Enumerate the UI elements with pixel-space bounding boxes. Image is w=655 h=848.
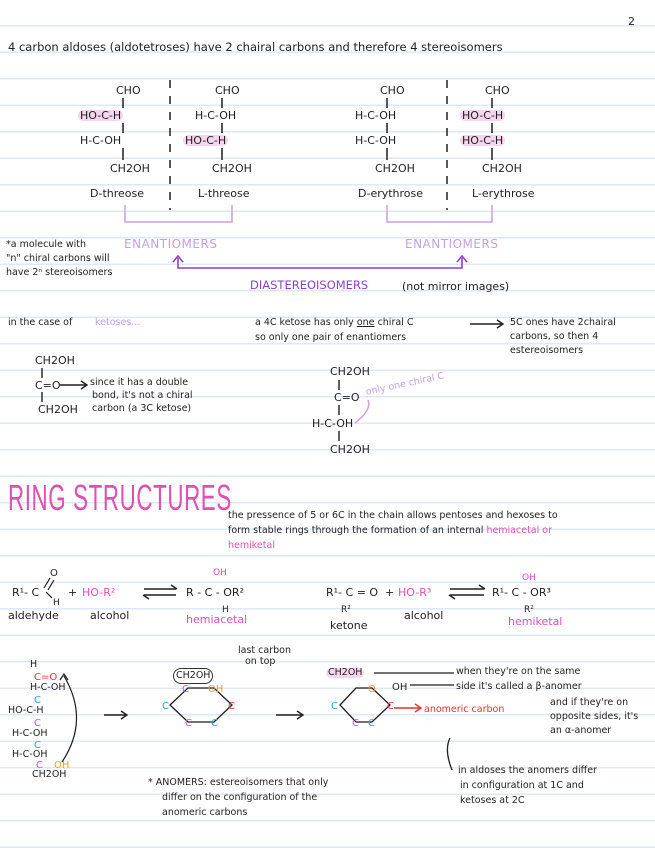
alpha-note-1: and if they're on	[550, 697, 629, 708]
svg-text:C: C	[228, 701, 235, 712]
svg-text:C: C	[368, 718, 375, 729]
anomers-def-3: anomeric carbons	[162, 807, 248, 818]
svg-text:R²: R²	[524, 605, 534, 615]
svg-text:OH: OH	[54, 760, 70, 771]
ketose3-note-1: since it has a double	[90, 377, 189, 388]
hemiketal-label: hemiketal	[508, 615, 563, 628]
structure-row: CH2OH	[110, 162, 150, 175]
eq2-plus: +	[385, 586, 395, 599]
alcohol-label: alcohol	[90, 609, 130, 622]
structure-row: CHO	[116, 84, 141, 97]
structure-row: HO-C-H	[80, 109, 122, 122]
eq2-product: R¹- C - OR³	[492, 586, 551, 599]
five-c-2: carbons, so then 4	[510, 331, 599, 342]
only-chiral-note: only one chiral C	[364, 370, 446, 398]
enantiomers-label-2: ENANTIOMERS	[405, 237, 499, 251]
diastereo-arrow	[178, 258, 462, 268]
anomers-differ-2: in configuration at 1C and	[460, 780, 584, 791]
anomers-def-1: * ANOMERS: estereoisomers that only	[148, 777, 329, 788]
note-n-chiral-3: have 2ⁿ stereoisomers	[6, 267, 113, 278]
ketoses-word: ketoses...	[95, 317, 141, 328]
beta-note-1: when they're on the same	[456, 666, 581, 677]
chain-row: H-C-OH	[12, 728, 48, 739]
beta-note-2: side it's called a β-anomer	[456, 681, 582, 692]
structure-row: CHO	[215, 84, 240, 97]
alpha-note-3: an α-anomer	[550, 725, 612, 736]
enantiomer-bracket	[387, 205, 492, 222]
structure-row: CH2OH	[212, 162, 252, 175]
svg-text:C: C	[185, 718, 192, 729]
ketone-4c-one: one	[356, 317, 375, 328]
chiral-pointer	[355, 400, 369, 423]
svg-text:C: C	[162, 701, 169, 712]
ketose3-note-2: bond, it's not a chiral	[92, 390, 193, 401]
ring-hemiacetal: hemiacetal or	[486, 525, 553, 536]
ketone-label: ketone	[330, 619, 368, 632]
structure-row: CHO	[485, 84, 510, 97]
aldehyde-label: aldehyde	[8, 609, 59, 622]
last-carbon-2: on top	[245, 656, 276, 667]
chain-curl	[62, 676, 77, 762]
structure-row: HO-C-H	[185, 134, 227, 147]
structure-row: HO-C-H	[462, 109, 504, 122]
heading: 4 carbon aldoses (aldotetroses) have 2 chairal carbons and therefore 4 stereoisomers	[8, 40, 503, 54]
anomers-differ-1: in aldoses the anomers differ	[458, 765, 597, 776]
svg-text:C: C	[352, 718, 359, 729]
structure-row: CH2OH	[38, 403, 78, 416]
structure-row: CH2OH	[330, 443, 370, 456]
structure-row: H-C-OH	[355, 109, 397, 122]
structure-name: L-threose	[198, 187, 250, 200]
ch2oh-circled: CH2OH	[173, 668, 213, 684]
eq1-plus: +	[68, 586, 78, 599]
chain-row: CH2OH	[32, 769, 67, 780]
ring-desc-1: the pressence of 5 or 6C in the chain allows pentoses and hexoses to	[228, 510, 558, 521]
structure-row: C=O	[35, 379, 61, 392]
enantiomer-bracket	[125, 205, 232, 222]
ketose3-note-3: carbon (a 3C ketose)	[92, 403, 192, 414]
five-c-1: 5C ones have 2chairal	[510, 317, 616, 328]
svg-text:C: C	[182, 684, 189, 695]
ring-desc-text: form stable rings through the formation of an internal	[228, 525, 484, 536]
ring-title: RING STRUCTURES	[8, 477, 232, 518]
svg-text:C: C	[34, 740, 41, 751]
alpha-note-2: opposite sides, it's	[550, 711, 639, 722]
svg-text:C: C	[34, 718, 41, 729]
svg-text:C: C	[387, 701, 394, 712]
structure-row: H-C-OH	[312, 417, 354, 430]
structure-row: C=O	[334, 391, 360, 404]
anomers-differ-3: ketoses at 2C	[460, 795, 525, 806]
anomeric-carbon-label: anomeric carbon	[424, 704, 505, 715]
eq1-reagent: HO-R²	[82, 586, 116, 599]
note-n-chiral-2: "n" chiral carbons will	[6, 253, 110, 264]
structure-name: D-erythrose	[358, 187, 424, 200]
svg-text:OH: OH	[392, 682, 408, 693]
chain-row: HO-C-H	[8, 705, 44, 716]
anomers-def-2: differ on the configuration of the	[162, 792, 318, 803]
svg-text:R²: R²	[341, 605, 351, 615]
structure-row: CHO	[380, 84, 405, 97]
page-number: 2	[628, 15, 635, 28]
svg-text:O: O	[50, 568, 58, 579]
last-carbon-1: last carbon	[238, 645, 291, 656]
svg-text:C: C	[331, 701, 338, 712]
ketone-4c-2: so only one pair of enantiomers	[255, 332, 407, 343]
svg-text:C: C	[36, 760, 43, 771]
structure-row: H-C-OH	[195, 109, 237, 122]
svg-text:OH: OH	[213, 568, 227, 578]
ring-hemiketal: hemiketal	[228, 540, 275, 551]
structure-row: CH2OH	[375, 162, 415, 175]
ch2oh-ring2: CH2OH	[328, 667, 363, 678]
note-n-chiral-1: *a molecule with	[6, 239, 87, 250]
structure-name: D-threose	[90, 187, 145, 200]
chain-row: H-C-OH	[12, 749, 48, 760]
structure-row: CH2OH	[482, 162, 522, 175]
diastereo-note: (not mirror images)	[402, 280, 510, 293]
eq1-product: R - C - OR²	[186, 586, 244, 599]
structure-row: CH2OH	[330, 365, 370, 378]
svg-text:C: C	[34, 695, 41, 706]
ketone-4c-text: a 4C ketose has only	[255, 317, 354, 328]
ketone-4c-chiral: chiral C	[377, 317, 414, 328]
alcohol-label-2: alcohol	[404, 609, 444, 622]
ring-2	[340, 688, 390, 722]
structure-row: H-C-OH	[355, 134, 397, 147]
structure-row: CH2OH	[35, 354, 75, 367]
hemiacetal-label: hemiacetal	[186, 613, 248, 626]
enantiomers-label-1: ENANTIOMERS	[124, 237, 218, 251]
svg-text:OH: OH	[522, 573, 536, 583]
svg-text:C: C	[211, 718, 218, 729]
ketone-formula: R¹- C = O	[326, 586, 379, 599]
structure-row: HO-C-H	[462, 134, 504, 147]
chain-row: H-C-OH	[30, 682, 66, 693]
diastereo-label: DIASTEREOISOMERS	[250, 278, 369, 292]
ketoses-intro: in the case of	[8, 317, 73, 328]
svg-text:O: O	[368, 684, 376, 695]
svg-text:C=O: C=O	[34, 672, 58, 683]
chain-row: H	[30, 659, 38, 670]
eq2-reagent: HO-R³	[398, 586, 432, 599]
five-c-3: estereoisomers	[510, 345, 584, 356]
svg-text:H: H	[222, 605, 229, 615]
structure-row: H-C-OH	[80, 134, 122, 147]
svg-text:H: H	[53, 598, 60, 608]
structure-name: L-erythrose	[472, 187, 535, 200]
svg-text:OH: OH	[208, 684, 224, 695]
aldehyde-formula: R¹- C	[12, 586, 40, 599]
